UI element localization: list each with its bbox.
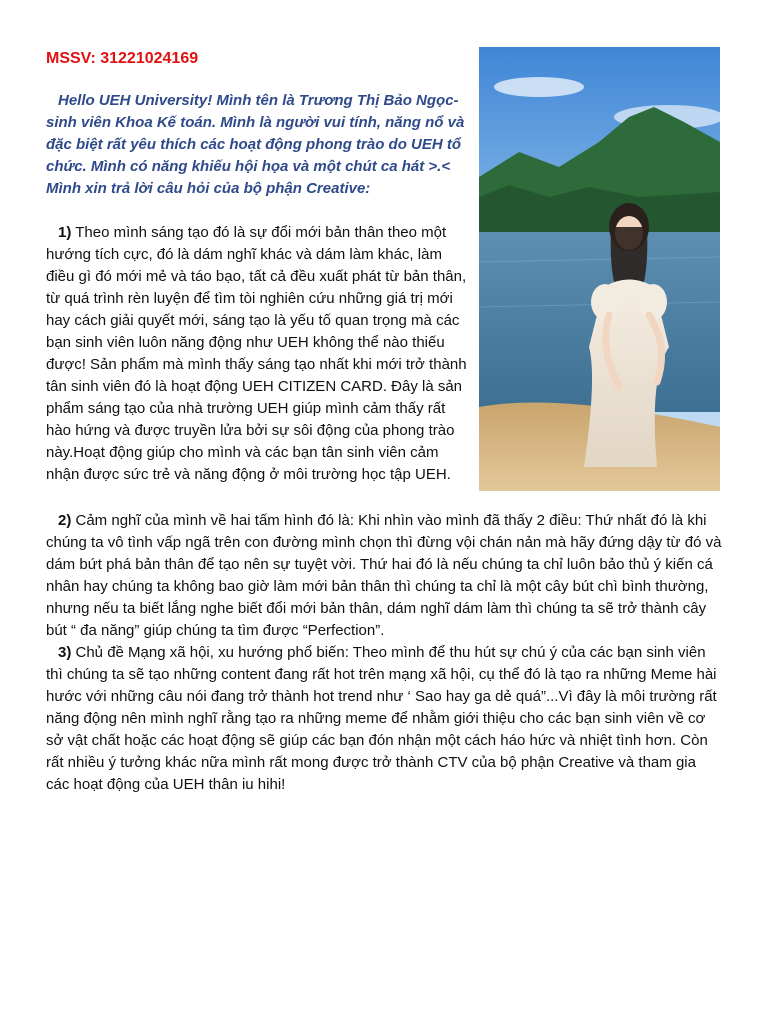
answer-1-number: 1)	[58, 224, 72, 241]
answer-2-text: Cảm nghĩ của mình về hai tấm hình đó là: Khi nhìn vào mình đã thấy 2 điều: Thứ nhất đó là khi chúng ta vô tình vấp ngã trên con đường mình chọn thì đừng vội chán nản mà hãy đứng dậy từ đó và dám bứt phá bản thân để tạo nên sự tuyệt vời. Thứ hai đó là nếu chúng ta chỉ luôn bảo thủ ý kiến cá nhân hay chúng ta không bao giờ làm mới bản thân thì chúng ta chỉ là một cây bút chì bình thường, nhưng nếu ta biết lắng nghe biết đổi mới bản thân, dám nghĩ dám làm thì chúng ta sẽ trở thành cây bút “ đa năng” giúp chúng ta tìm được “Perfection”.	[46, 512, 722, 639]
answer-2-number: 2)	[58, 512, 72, 529]
answer-3-text: Chủ đề Mạng xã hội, xu hướng phổ biến: Theo mình để thu hút sự chú ý của các bạn sinh viên thì chúng ta sẽ tạo những content đang rất hot trên mạng xã hội, cụ thể đó là tạo ra những Meme hài hước với những câu nói đang trở thành hot trend như ‘ Sao hay ga dẻ quá”...Vì đây là môi trường rất năng động nên mình nghĩ rằng tạo ra những meme để nhằm giới thiệu cho các bạn sinh viên về cơ sở vật chất hoặc các hoạt động sẽ giúp các bạn đón nhận một cách háo hức và nhiệt tình hơn. Còn rất nhiều ý tưởng khác nữa mình rất mong được trở thành CTV của bộ phận Creative và tham gia các hoạt động của UEH thân iu hihi!	[46, 644, 717, 793]
answer-1-paragraph	[46, 222, 470, 486]
intro-text: Hello UEH University! Mình tên là Trương Thị Bảo Ngọc- sinh viên Khoa Kế toán. Mình là người vui tính, năng nổ và đặc biệt rất yêu thích các hoạt động phong trào do UEH tổ chức. Mình có năng khiếu hội họa và một chút ca hát >.< Mình xin trả lời câu hỏi của bộ phận Creative:	[46, 92, 465, 197]
answer-3-paragraph	[46, 642, 722, 796]
answer-2-paragraph	[46, 510, 722, 642]
student-id-heading: MSSV: 31221024169	[46, 50, 199, 67]
answer-1-text: Theo mình sáng tạo đó là sự đổi mới bản thân theo một hướng tích cực, đó là dám nghĩ khác và dám làm khác, làm điều gì đó mới mẻ và táo bạo, tất cả đều xuất phát từ bản thân, từ quá trình rèn luyện để tìm tòi nghiên cứu những giá trị mới hay cách giải quyết mới, sáng tạo là yếu tố quan trọng mà các bạn sinh viên luôn năng động như UEH không thể nào thiếu được! Sản phẩm mà mình thấy sáng tạo nhất khi mới trở thành tân sinh viên đó là hoạt động UEH CITIZEN CARD. Đây là sản phẩm sáng tạo của nhà trường UEH giúp mình cảm thấy rất hào hứng và được truyền lửa bởi sự sôi động của phong trào này.Hoạt động giúp cho mình và các bạn tân sinh viên cảm nhận được sức trẻ và năng động ở môi trường học tập UEH.	[46, 224, 467, 483]
intro-paragraph	[46, 90, 466, 200]
portrait-photo	[479, 47, 720, 491]
answer-3-number: 3)	[58, 644, 72, 661]
full-width-answers	[46, 510, 722, 796]
